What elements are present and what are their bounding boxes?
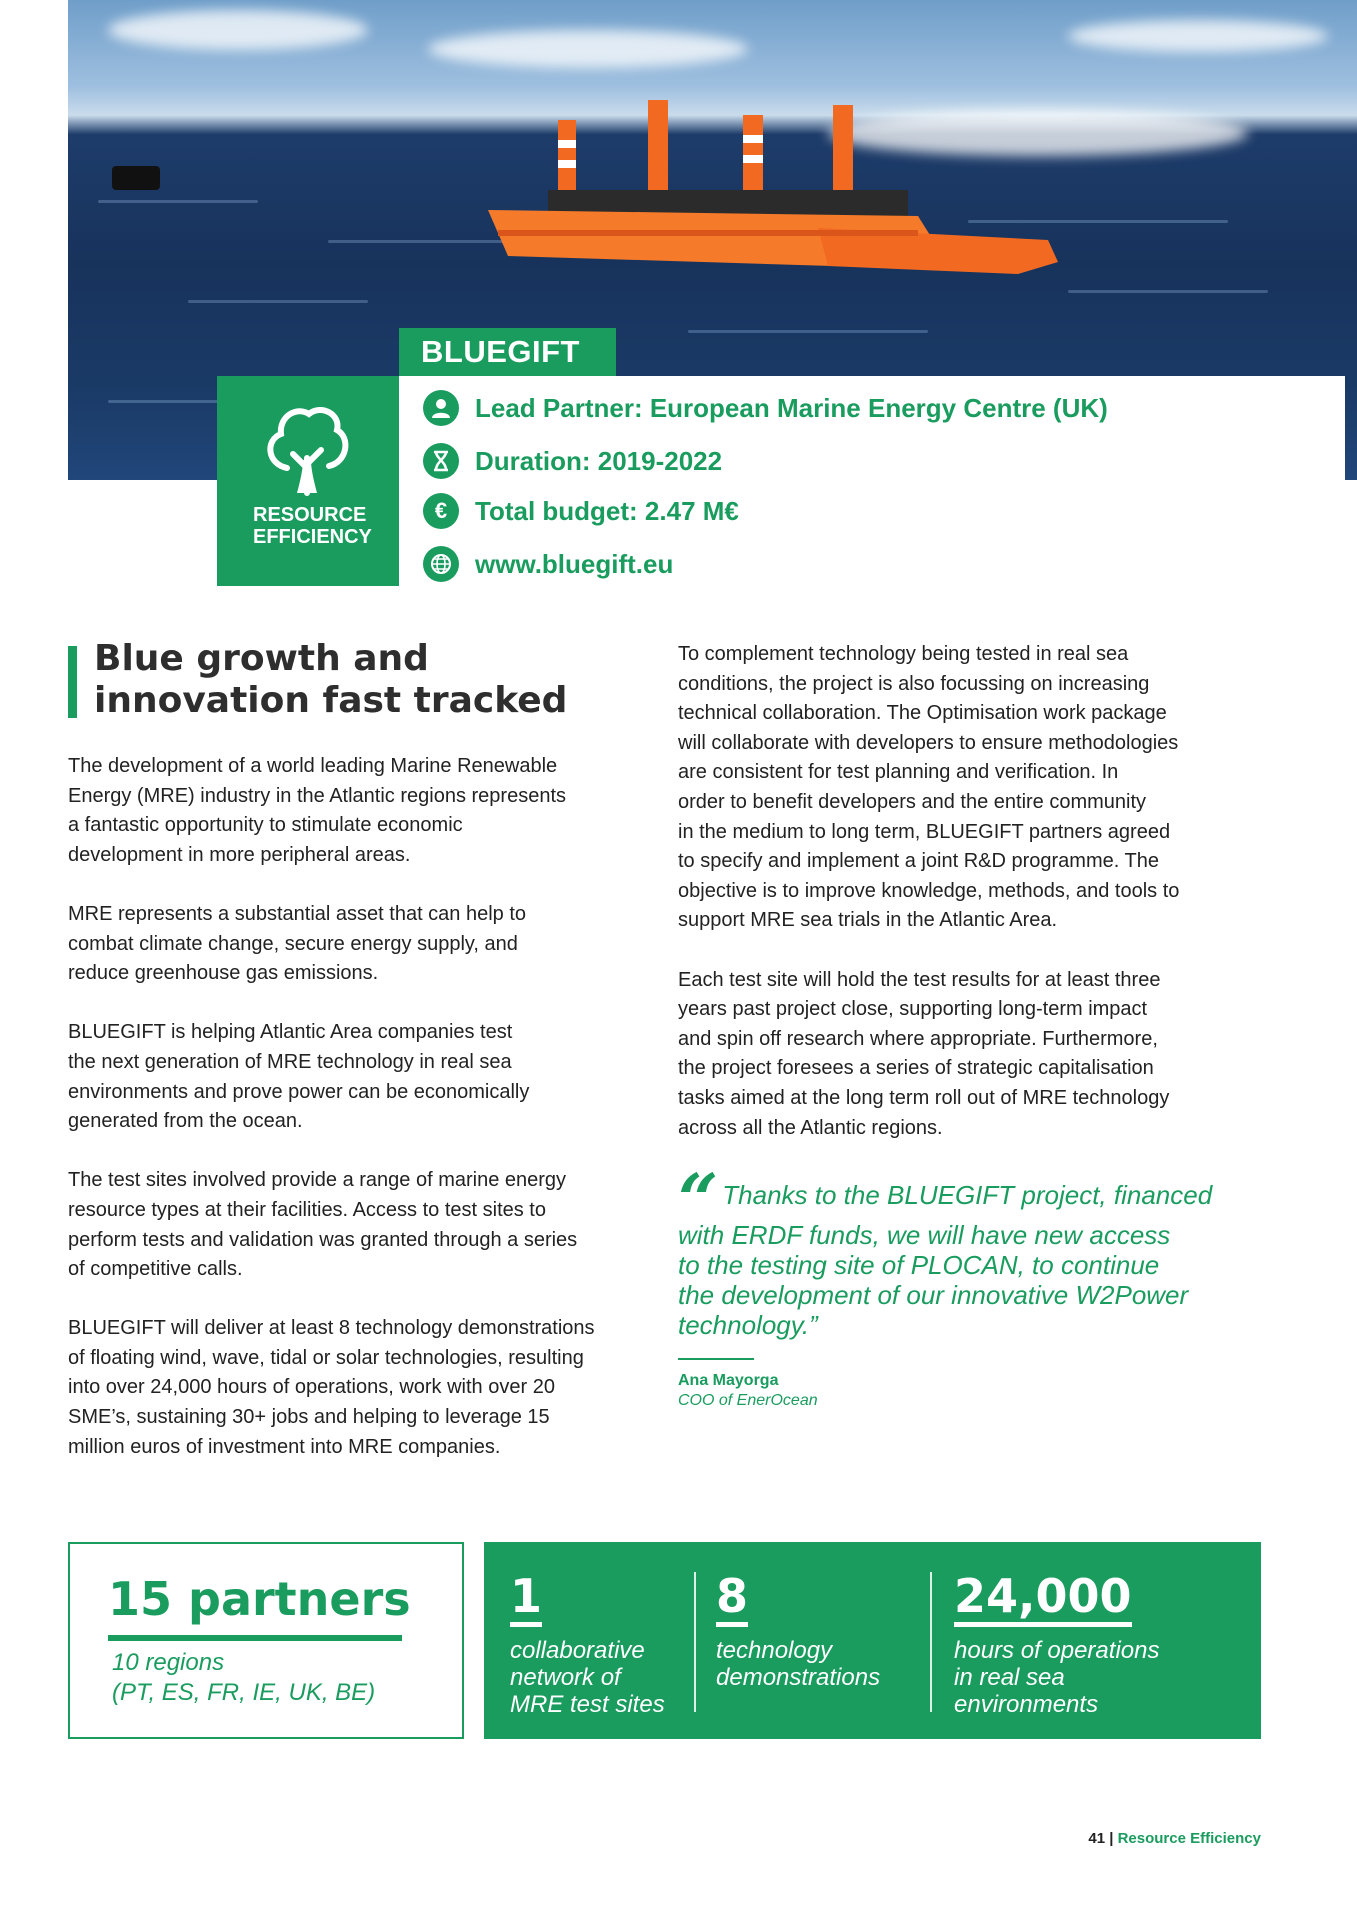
stat-demonstrations — [716, 1570, 880, 1691]
lead-partner-row — [423, 390, 1108, 426]
stat-test-sites — [510, 1570, 665, 1718]
footer-section: Resource Efficiency — [1117, 1830, 1261, 1847]
paragraph: Each test site will hold the test results for at least three years past project close, supporting long-term impact and spin off research where appropriate. Furthermore, the project foresees a series of strategic capitalisation tasks aimed at the long term roll out of MRE technology across all the Atlantic regions. — [678, 968, 1170, 1139]
paragraph: To complement technology being tested in real sea conditions, the project is also focussing on increasing technical collaboration. The Optimisation work package will collaborate with developers to ensure methodologies are consistent for test planning and verification. In order to benefit developers and the entire community in the medium to long term, BLUEGIFT partners agreed to specify and implement a joint R&D programme. The objective is to improve knowledge, methods, and tools to support MRE sea trials in the Atlantic Area. — [678, 643, 1180, 932]
partners-count: 15 partners — [108, 1572, 411, 1626]
stat-description: collaborative network of MRE test sites — [510, 1637, 665, 1718]
quote-mark-icon: “ — [678, 1158, 719, 1241]
stat-hours — [954, 1570, 1159, 1718]
tree-icon — [257, 398, 357, 498]
article-left-column — [68, 752, 668, 1492]
stat-value: 24,000 — [954, 1570, 1132, 1627]
stat-value: 8 — [716, 1570, 748, 1627]
stat-divider — [694, 1572, 696, 1712]
quote-text: “ Thanks to the BLUEGIFT project, financed with ERDF funds, we will have new access to the testing site of PLOCAN, to continue the development of our innovative W2Power technology.” — [678, 1158, 1213, 1340]
paragraph: The test sites involved provide a range of marine energy resource types at their facilities. Access to test sites to perform tests and validation was granted through a series of competitive calls. — [68, 1169, 578, 1281]
partners-underline — [108, 1635, 402, 1641]
hourglass-icon — [423, 443, 459, 479]
partners-regions: 10 regions (PT, ES, FR, IE, UK, BE) — [112, 1649, 376, 1706]
total-budget: Total budget: 2.47 M€ — [475, 495, 739, 526]
heading-accent-bar — [68, 646, 77, 718]
stat-description: technology demonstrations — [716, 1637, 881, 1691]
quote-author: Ana Mayorga — [678, 1372, 779, 1389]
paragraph: MRE represents a substantial asset that can help to combat climate change, secure energy supply, and reduce greenhouse gas emissions. — [68, 902, 527, 985]
person-icon — [423, 390, 459, 426]
category-label: RESOURCE EFFICIENCY — [253, 504, 372, 548]
stat-divider — [930, 1572, 932, 1712]
quote-divider — [678, 1358, 754, 1360]
page-number: 41 — [1088, 1830, 1106, 1847]
article-right-column — [678, 640, 1278, 1173]
paragraph: BLUEGIFT is helping Atlantic Area companies test the next generation of MRE technology in real sea environments and prove power can be economically generated from the ocean. — [68, 1021, 530, 1133]
duration: Duration: 2019-2022 — [475, 445, 723, 476]
website-link[interactable]: www.bluegift.eu — [475, 548, 674, 579]
footer-separator: | — [1105, 1830, 1118, 1847]
budget-row — [423, 493, 739, 529]
pull-quote — [678, 1158, 1278, 1410]
project-name: BLUEGIFT — [399, 328, 616, 376]
category-badge — [217, 376, 399, 586]
lead-partner: Lead Partner: European Marine Energy Centre (UK) — [475, 392, 1108, 423]
stat-description: hours of operations in real sea environments — [954, 1637, 1160, 1718]
globe-icon — [423, 546, 459, 582]
page-footer — [1088, 1830, 1261, 1847]
article-heading: Blue growth and innovation fast tracked — [94, 638, 568, 721]
paragraph: BLUEGIFT will deliver at least 8 technology demonstrations of floating wind, wave, tidal or solar technologies, resulting into over 24,000 hours of operations, work with over 20 SME’s, sustaining 30+ jobs and helping to leverage 15 million euros of investment into MRE companies. — [68, 1317, 595, 1458]
euro-icon: € — [423, 493, 459, 529]
stats-panel — [484, 1542, 1261, 1739]
wave-energy-device — [488, 90, 1078, 280]
paragraph: The development of a world leading Marine Renewable Energy (MRE) industry in the Atlantic regions represents a fantastic opportunity to stimulate economic development in more peripheral areas. — [68, 755, 566, 866]
partners-stat-box — [68, 1542, 464, 1739]
duration-row — [423, 443, 722, 479]
stat-value: 1 — [510, 1570, 542, 1627]
website-row — [423, 546, 673, 582]
quote-author-role: COO of EnerOcean — [678, 1392, 818, 1409]
